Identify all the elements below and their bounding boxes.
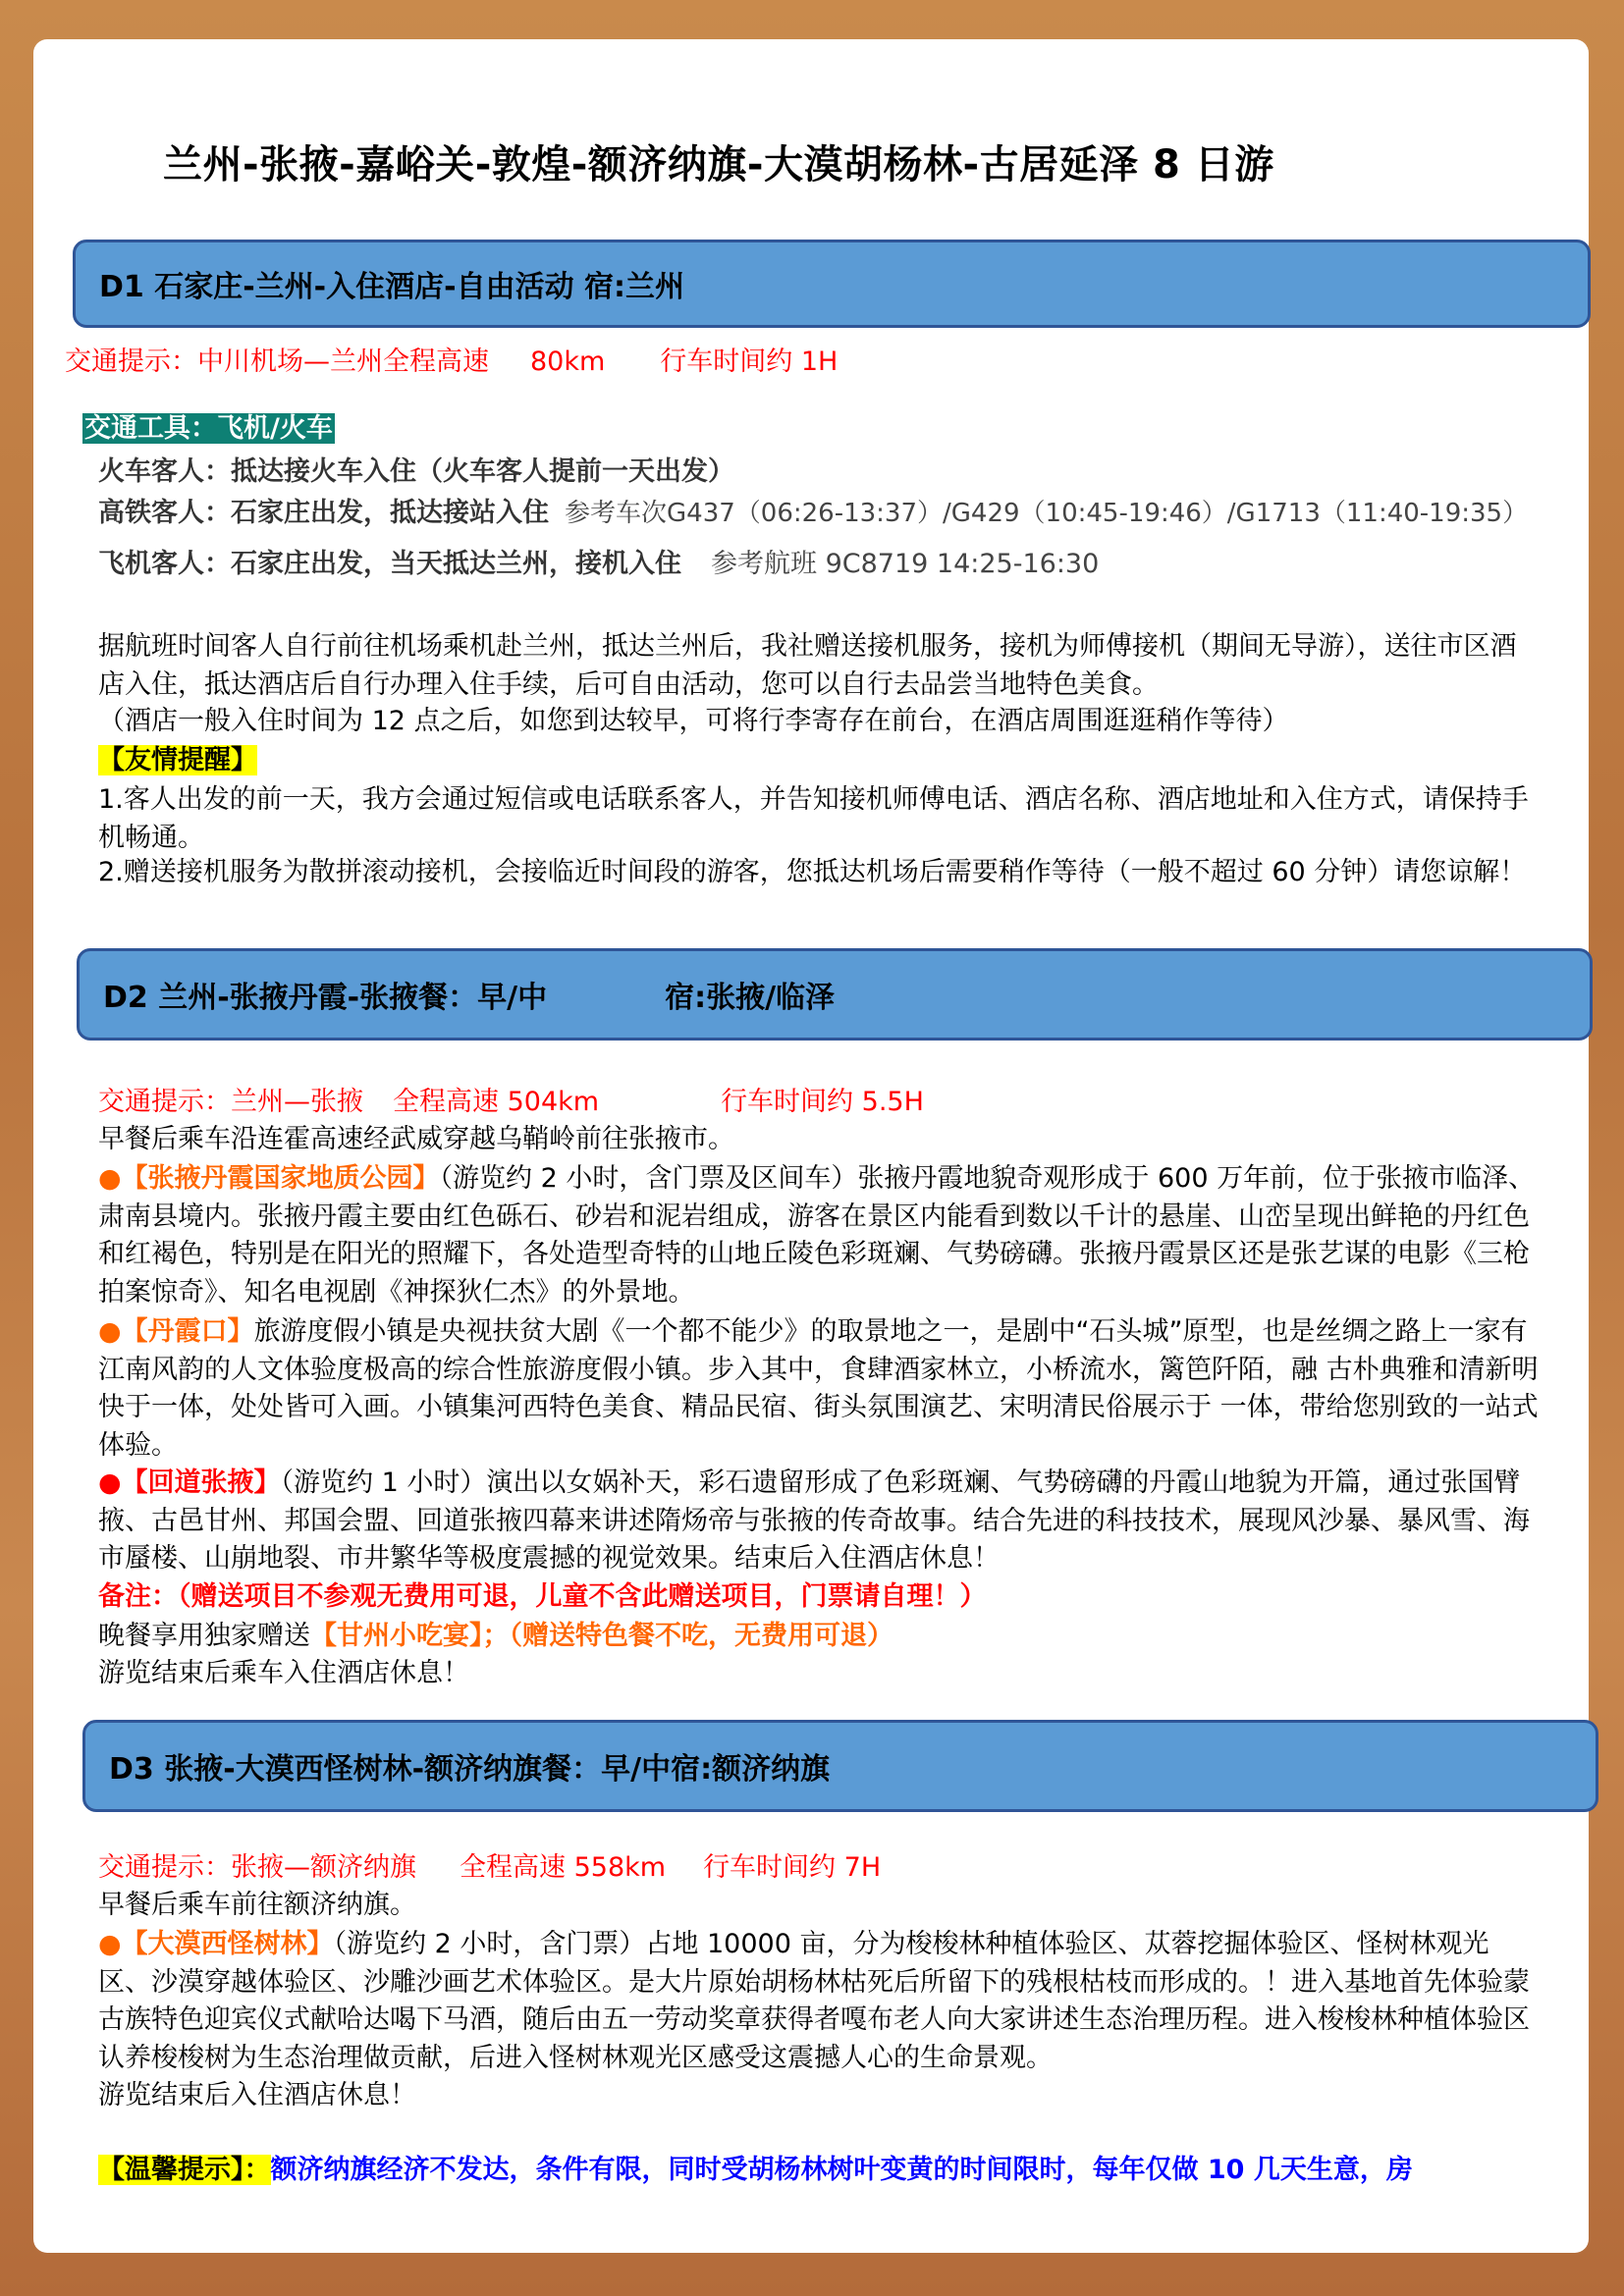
- day3-traffic-distance: 全程高速 558km: [460, 1852, 667, 1883]
- day1-plane-bold: 飞机客人：石家庄出发，当天抵达兰州，接机入住: [98, 549, 681, 579]
- day1-hsr-bold: 高铁客人：石家庄出发，抵达接站入住: [98, 498, 549, 528]
- day2-spot-danxiakou-title: ●【丹霞口】: [98, 1316, 254, 1347]
- day1-tip-2: 2.赠送接机服务为散拼滚动接机，会接临近时间段的游客，您抵达机场后需要稍作等待（一般不超过 60 分钟）请您谅解！: [98, 857, 1527, 887]
- day1-tip-label: 【友情提醒】: [98, 745, 257, 775]
- day3-intro: 早餐后乘车前往额济纳旗。: [98, 1890, 416, 1920]
- day3-traffic-time: 行车时间约 7H: [703, 1852, 882, 1883]
- day2-dinner: [98, 1618, 893, 1655]
- day2-note: 备注：（赠送项目不参观无费用可退，儿童不含此赠送项目，门票请自理！）: [98, 1581, 987, 1612]
- day2-header-bar: [77, 948, 1593, 1041]
- day2-intro: 早餐后乘车沿连霍高速经武威穿越乌鞘岭前往张掖市。: [98, 1124, 734, 1154]
- day2-spot-danxiakou: [98, 1313, 1542, 1465]
- day2-spot-huidao-body: （游览约 1 小时）演出以女娲补天，彩石遗留形成了色彩斑斓、气势磅礴的丹霞山地貌为开篇，通过张国臂掖、古邑甘州、邦国会盟、回道张掖四幕来讲述隋炀帝与张掖的传奇故事。结合先进的科技技术，展现风沙暴、暴风雪、海市蜃楼、山崩地裂、市井繁华等极度震撼的视觉效果。结束后入住酒店休息！: [98, 1468, 1530, 1574]
- day2-traffic-distance: 全程高速 504km: [393, 1087, 600, 1117]
- day1-tool-line: [82, 410, 335, 448]
- day1-paragraph-2: （酒店一般入住时间为 12 点之后，如您到达较早，可将行李寄存在前台，在酒店周围逛逛稍作等待）: [98, 706, 1289, 736]
- day2-spot-danxia-body: （游览约 2 小时，含门票及区间车）张掖丹霞地貌奇观形成于 600 万年前，位于张掖市临泽、肃南县境内。张掖丹霞主要由红色砾石、砂岩和泥岩组成，游客在景区内能看到数以千计的悬崖、山峦呈现出鲜艳的丹红色和红褐色，特别是在阳光的照耀下，各处造型奇特的山地丘陵色彩斑斓、气势磅礴。张掖丹霞景区还是张艺谋的电影《三枪拍案惊奇》、知名电视剧《神探狄仁杰》的外景地。: [98, 1163, 1536, 1308]
- day1-hsr-guest: [98, 495, 1528, 532]
- day1-header-text: D1 石家庄-兰州-入住酒店-自由活动 宿:兰州: [99, 270, 685, 304]
- day1-header-bar: [73, 240, 1591, 328]
- day2-spot-huidao: [98, 1465, 1542, 1578]
- day2-dinner-pre: 晚餐享用独家赠送: [98, 1621, 310, 1651]
- day1-plane-ref: 参考航班 9C8719 14:25-16:30: [711, 549, 1100, 579]
- day1-plane-guest: [98, 546, 1099, 583]
- day3-header-bar: [82, 1720, 1598, 1812]
- day1-traffic-route: 交通提示：中川机场—兰州全程高速: [65, 347, 489, 377]
- day2-end: 游览结束后乘车入住酒店休息！: [98, 1658, 469, 1688]
- day3-spot-body: （游览约 2 小时，含门票）占地 10000 亩，分为梭梭林种植体验区、苁蓉挖掘体验区、怪树林观光区、沙漠穿越体验区、沙雕沙画艺术体验区。是大片原始胡杨林枯死后所留下的残根枯枝而形成的。！进入基地首先体验蒙古族特色迎宾仪式献哈达喝下马酒，随后由五一劳动奖章获得者嘎布老人向大家讲述生态治理历程。进入梭梭林种植体验区认养梭梭树为生态治理做贡献，后进入怪树林观光区感受这震撼人心的生命景观。: [98, 1929, 1530, 2073]
- day3-spot-guaishulin: [98, 1926, 1542, 2077]
- day1-traffic-distance: 80km: [530, 347, 606, 377]
- day1-tip-label-line: [98, 742, 257, 779]
- day2-traffic-tip: [98, 1084, 924, 1121]
- day2-spot-danxiakou-body: 旅游度假小镇是央视扶贫大剧《一个都不能少》的取景地之一，是剧中“石头城”原型，也是丝绸之路上一家有江南风韵的人文体验度极高的综合性旅游度假小镇。步入其中，食肆酒家林立，小桥流水，篱笆阡陌，融 古朴典雅和清新明快于一体，处处皆可入画。小镇集河西特色美食、精品民宿、街头氛围演艺、宋明清民俗展示于 一体，带给您别致的一站式体验。: [98, 1316, 1539, 1461]
- page-title: 兰州-张掖-嘉峪关-敦煌-额济纳旗-大漠胡杨林-古居延泽 8 日游: [163, 142, 1274, 187]
- day1-train-guest: 火车客人：抵达接火车入住（火车客人提前一天出发）: [98, 456, 734, 487]
- day3-spot-title: ●【大漠西怪树林】: [98, 1929, 334, 1959]
- day1-paragraph-1: 据航班时间客人自行前往机场乘机赴兰州，抵达兰州后，我社赠送接机服务，接机为师傅接机（期间无导游），送往市区酒店入住，抵达酒店后自行办理入住手续，后可自由活动，您可以自行去品尝当地特色美食。: [98, 631, 1517, 700]
- day2-spot-huidao-title: ●【回道张掖】: [98, 1468, 281, 1498]
- day1-traffic-tip: [65, 344, 838, 381]
- day3-warm-tip: [98, 2152, 1413, 2189]
- day1-traffic-time: 行车时间约 1H: [660, 347, 839, 377]
- day2-spot-danxia: [98, 1160, 1542, 1311]
- day3-header-text: D3 张掖-大漠西怪树林-额济纳旗餐：早/中宿:额济纳旗: [109, 1752, 831, 1787]
- day2-spot-danxia-title: ●【张掖丹霞国家地质公园】: [98, 1163, 440, 1194]
- day3-traffic-tip: [98, 1849, 881, 1887]
- day2-header-stay: 宿:张掖/临泽: [665, 981, 836, 1015]
- day3-warm-text: 额济纳旗经济不发达，条件有限，同时受胡杨林树叶变黄的时间限时，每年仅做 10 几天生意，房: [270, 2155, 1413, 2185]
- day2-dinner-highlight: 【甘州小吃宴】；（赠送特色餐不吃，无费用可退）: [310, 1621, 893, 1651]
- day2-traffic-route: 交通提示：兰州—张掖: [98, 1087, 363, 1117]
- day1-tip-1: 1.客人出发的前一天，我方会通过短信或电话联系客人，并告知接机师傅电话、酒店名称、酒店地址和入住方式，请保持手机畅通。: [98, 784, 1529, 853]
- day3-traffic-route: 交通提示：张掖—额济纳旗: [98, 1852, 416, 1883]
- transport-tool-label: 交通工具：飞机/火车: [84, 413, 333, 444]
- day2-traffic-time: 行车时间约 5.5H: [721, 1087, 924, 1117]
- day2-header-text: D2 兰州-张掖丹霞-张掖餐：早/中: [103, 981, 548, 1015]
- day3-end: 游览结束后入住酒店休息！: [98, 2080, 416, 2110]
- day1-hsr-ref: 参考车次G437（06:26-13:37）/G429（10:45-19:46）/G1713（11:40-19:35）: [565, 499, 1529, 528]
- day3-warm-label: 【温馨提示】：: [98, 2155, 271, 2185]
